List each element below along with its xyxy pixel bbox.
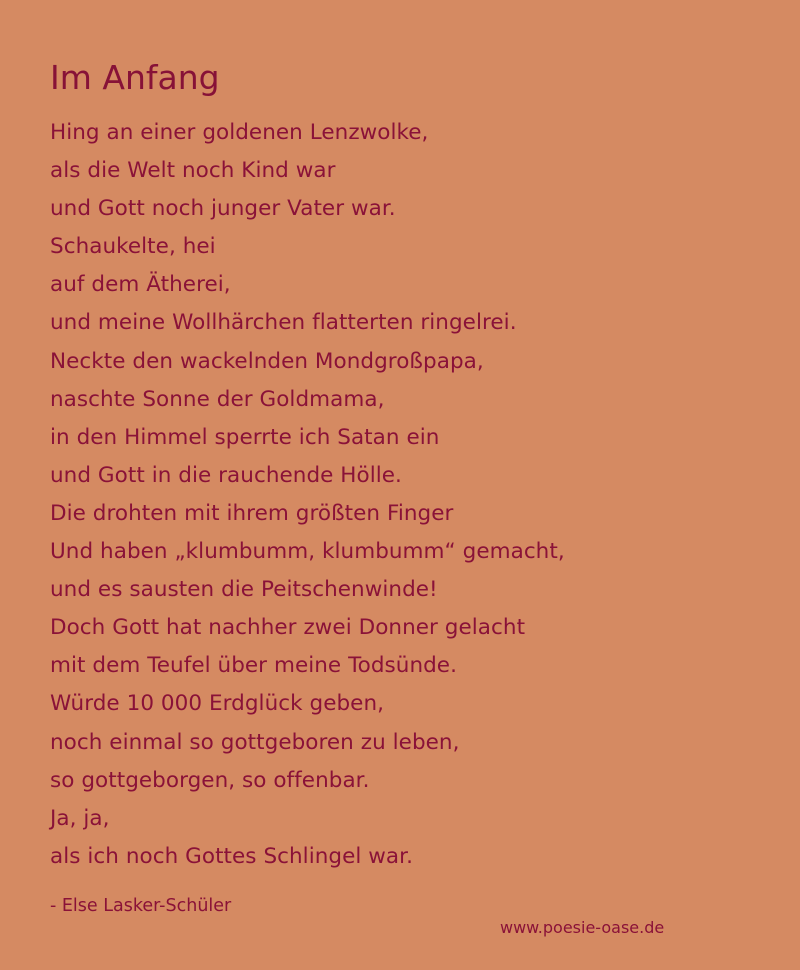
poem-line: als ich noch Gottes Schlingel war. [50, 843, 413, 869]
poem-line: Die drohten mit ihrem größten Finger [50, 500, 454, 526]
poem-line: Doch Gott hat nachher zwei Donner gelacht [50, 615, 526, 641]
poem-line: naschte Sonne der Goldmama, [50, 386, 385, 412]
poem-line: Ja, ja, [50, 805, 110, 831]
poem-line: und Gott noch junger Vater war. [50, 196, 396, 222]
poem-line: Hing an einer goldenen Lenzwolke, [50, 120, 429, 145]
poem-line: auf dem Ätherei, [50, 272, 231, 298]
poem-line: mit dem Teufel über meine Todsünde. [50, 653, 457, 679]
poem-line: und meine Wollhärchen flatterten ringelrei. [50, 310, 517, 336]
poem-line: Und haben „klumbumm, klumbumm“ gemacht, [50, 539, 565, 565]
poem-title: Im Anfang [50, 58, 220, 97]
poem-line: Würde 10 000 Erdglück geben, [50, 691, 385, 717]
poem-line: und Gott in die rauchende Hölle. [50, 462, 402, 488]
poem-author: - Else Lasker-Schüler [50, 896, 232, 916]
poem-line: noch einmal so gottgeboren zu leben, [50, 729, 460, 755]
poem-line: so gottgeborgen, so offenbar. [50, 767, 370, 793]
website-link[interactable]: www.poesie-oase.de [500, 918, 665, 937]
poem-line: und es sausten die Peitschenwinde! [50, 577, 438, 603]
poem-line: Schaukelte, hei [50, 234, 216, 260]
poem-body [50, 114, 565, 876]
poem-line: in den Himmel sperrte ich Satan ein [50, 424, 440, 450]
poem-line: Neckte den wackelnden Mondgroßpapa, [50, 348, 484, 374]
poem-line: als die Welt noch Kind war [50, 158, 336, 184]
